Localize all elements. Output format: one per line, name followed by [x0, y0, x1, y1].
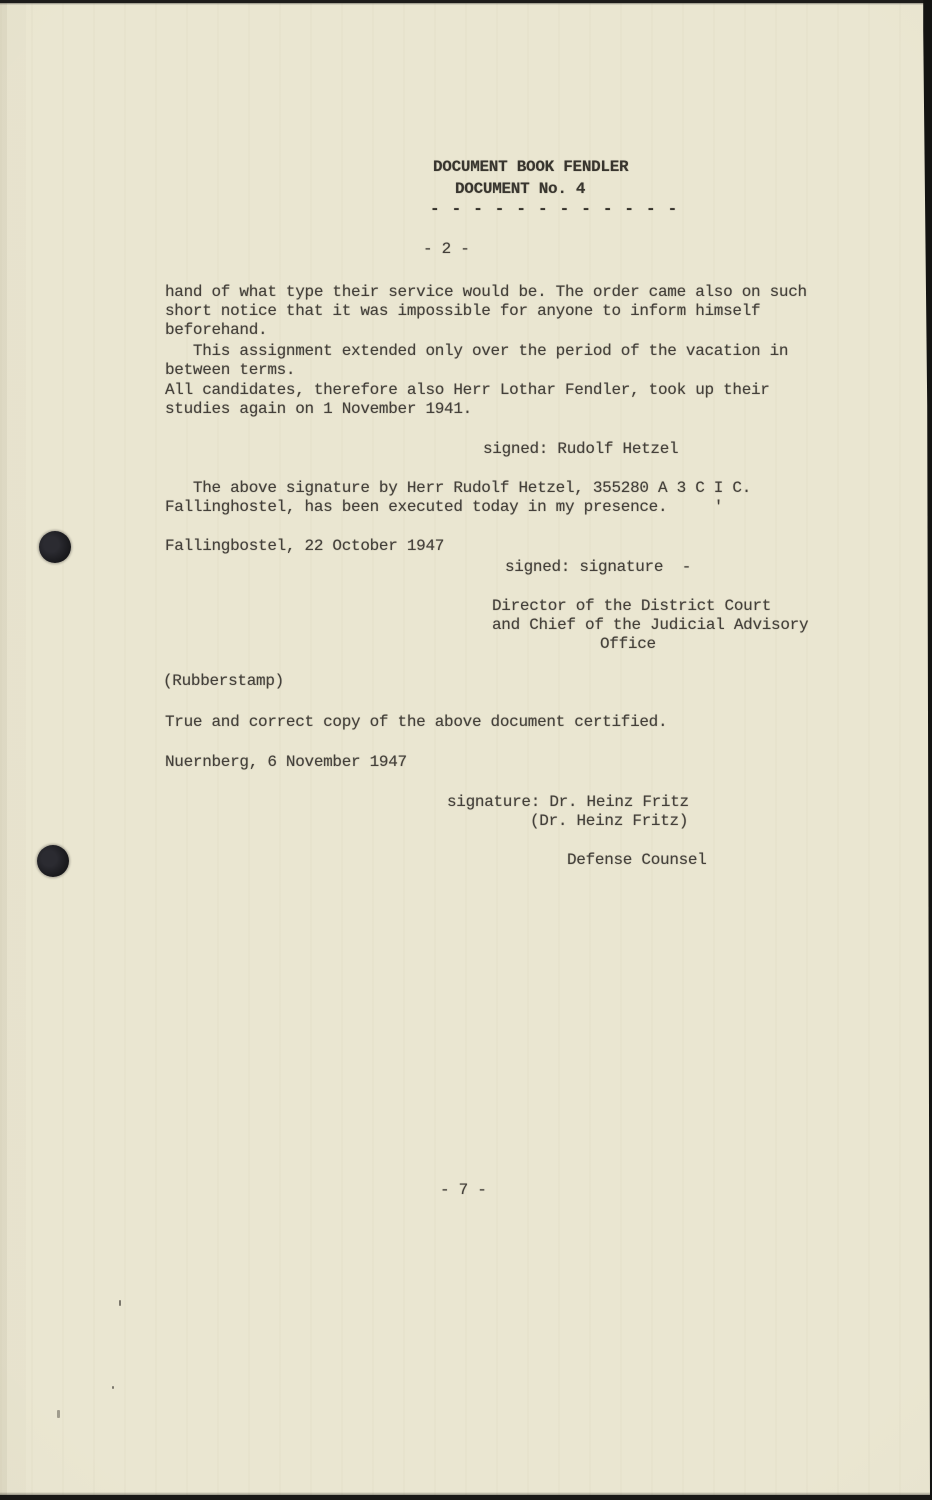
rubberstamp-note: (Rubberstamp): [163, 672, 284, 690]
scan-edge-bottom: [0, 1492, 932, 1500]
defense-counsel-line: Defense Counsel: [567, 851, 707, 869]
hole-punch-top: [39, 531, 71, 563]
body-text-line: All candidates, therefore also Herr Lothar Fendler, took up their: [165, 381, 770, 399]
director-title-line: and Chief of the Judicial Advisory: [492, 616, 809, 634]
page-number-bottom: - 7 -: [440, 1181, 487, 1199]
director-title-line: Director of the District Court: [492, 597, 772, 615]
signed-signature-line: signed: signature -: [505, 558, 692, 576]
body-text-line: studies again on 1 November 1941.: [165, 400, 472, 418]
attestation-line: Fallinghostel, has been executed today in my presence. ': [165, 498, 724, 516]
scan-edge-top: [0, 0, 932, 5]
page-number-top: - 2 -: [423, 240, 470, 258]
signature-fritz-line: (Dr. Heinz Fritz): [530, 812, 689, 830]
director-title-line: Office: [600, 635, 656, 653]
body-text-line: beforehand.: [165, 321, 268, 339]
place-date-nuernberg: Nuernberg, 6 November 1947: [165, 753, 407, 771]
body-text-line: short notice that it was impossible for anyone to inform himself: [165, 302, 761, 320]
body-text-line: hand of what type their service would be. The order came also on such: [165, 283, 807, 301]
header-book-title: DOCUMENT BOOK FENDLER: [433, 158, 629, 176]
body-text-line: between terms.: [165, 361, 296, 379]
header-document-number: DOCUMENT No. 4: [455, 180, 586, 198]
certification-line: True and correct copy of the above document certified.: [165, 713, 668, 731]
header-dashed-rule: - - - - - - - - - - - -: [430, 200, 679, 218]
signature-fritz-line: signature: Dr. Heinz Fritz: [447, 793, 689, 811]
attestation-line: The above signature by Herr Rudolf Hetzel, 355280 A 3 C I C.: [165, 479, 751, 497]
ink-speck: [112, 1386, 114, 1389]
body-text-line: This assignment extended only over the period of the vacation in: [165, 342, 789, 360]
ink-speck: [119, 1300, 121, 1306]
ink-speck: [57, 1410, 60, 1418]
hole-punch-bottom: [37, 845, 69, 877]
place-date-fallingbostel: Fallingbostel, 22 October 1947: [165, 537, 445, 555]
signed-hetzel-line: signed: Rudolf Hetzel: [483, 440, 679, 458]
